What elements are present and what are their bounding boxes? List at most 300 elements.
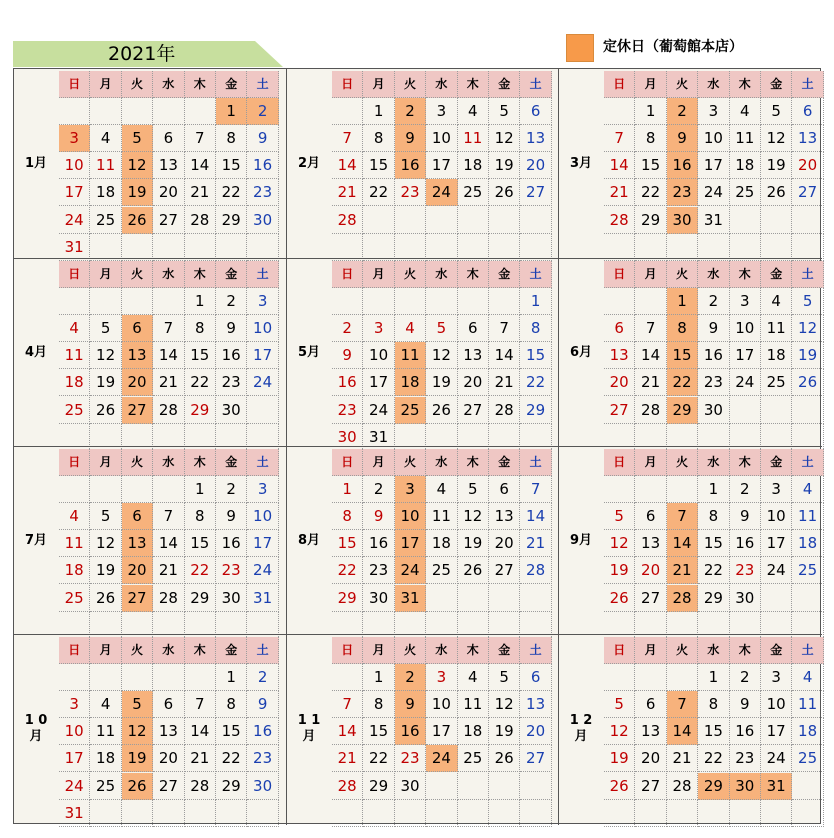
day-cell: 21 bbox=[185, 745, 216, 772]
day-cell: 30 bbox=[667, 207, 698, 234]
day-cell: 3 bbox=[363, 315, 394, 342]
day-cell: 28 bbox=[185, 773, 216, 800]
weekday-header: 土 bbox=[247, 71, 278, 98]
weekday-header: 金 bbox=[489, 637, 520, 664]
day-cell: 25 bbox=[90, 773, 121, 800]
empty-cell bbox=[730, 800, 761, 827]
empty-cell bbox=[635, 234, 666, 261]
day-cell: 13 bbox=[604, 342, 635, 369]
day-cell: 5 bbox=[761, 98, 792, 125]
day-cell: 13 bbox=[635, 530, 666, 557]
day-cell: 27 bbox=[635, 773, 666, 800]
month-label: 1 2 月 bbox=[569, 713, 593, 744]
weekday-header: 土 bbox=[792, 261, 823, 288]
day-cell: 26 bbox=[426, 397, 457, 424]
empty-cell bbox=[667, 476, 698, 503]
day-cell: 26 bbox=[604, 585, 635, 612]
month-label: 1月 bbox=[24, 156, 48, 171]
empty-cell bbox=[153, 664, 184, 691]
day-cell: 1 bbox=[185, 476, 216, 503]
empty-cell bbox=[520, 585, 551, 612]
day-cell: 17 bbox=[247, 342, 278, 369]
empty-cell bbox=[426, 773, 457, 800]
empty-cell bbox=[667, 800, 698, 827]
day-cell: 21 bbox=[332, 179, 363, 206]
weekday-header: 日 bbox=[604, 71, 635, 98]
weekday-header: 土 bbox=[792, 71, 823, 98]
day-cell: 23 bbox=[363, 557, 394, 584]
day-cell: 12 bbox=[604, 718, 635, 745]
day-cell: 19 bbox=[761, 152, 792, 179]
day-cell: 19 bbox=[90, 557, 121, 584]
day-cell: 12 bbox=[426, 342, 457, 369]
day-cell: 31 bbox=[761, 773, 792, 800]
weekday-header: 土 bbox=[792, 637, 823, 664]
day-cell: 21 bbox=[520, 530, 551, 557]
day-cell: 2 bbox=[216, 288, 247, 315]
day-cell: 29 bbox=[635, 207, 666, 234]
day-cell: 7 bbox=[667, 691, 698, 718]
day-cell: 30 bbox=[216, 585, 247, 612]
empty-cell bbox=[792, 397, 823, 424]
day-cell: 22 bbox=[363, 179, 394, 206]
day-cell: 25 bbox=[458, 745, 489, 772]
weekday-header: 月 bbox=[363, 637, 394, 664]
empty-cell bbox=[635, 288, 666, 315]
day-cell: 9 bbox=[730, 503, 761, 530]
day-cell: 12 bbox=[122, 152, 153, 179]
empty-cell bbox=[604, 288, 635, 315]
day-cell: 20 bbox=[604, 369, 635, 396]
empty-cell bbox=[216, 234, 247, 261]
day-cell: 26 bbox=[792, 369, 823, 396]
weekday-header: 日 bbox=[59, 71, 90, 98]
empty-cell bbox=[635, 800, 666, 827]
weekday-header: 土 bbox=[247, 637, 278, 664]
day-cell: 25 bbox=[59, 397, 90, 424]
day-cell: 19 bbox=[90, 369, 121, 396]
weekday-header: 日 bbox=[332, 261, 363, 288]
day-cell: 10 bbox=[761, 503, 792, 530]
day-cell: 3 bbox=[730, 288, 761, 315]
empty-cell bbox=[395, 207, 426, 234]
day-cell: 31 bbox=[395, 585, 426, 612]
day-cell: 2 bbox=[363, 476, 394, 503]
weekday-header: 金 bbox=[216, 71, 247, 98]
day-cell: 7 bbox=[489, 315, 520, 342]
day-cell: 12 bbox=[489, 691, 520, 718]
empty-cell bbox=[395, 288, 426, 315]
weekday-header: 水 bbox=[153, 71, 184, 98]
day-cell: 9 bbox=[216, 503, 247, 530]
day-cell: 1 bbox=[185, 288, 216, 315]
day-cell: 11 bbox=[395, 342, 426, 369]
day-cell: 22 bbox=[216, 745, 247, 772]
weekday-header: 日 bbox=[332, 71, 363, 98]
month-label: 7月 bbox=[24, 533, 48, 548]
day-cell: 4 bbox=[792, 664, 823, 691]
empty-cell bbox=[489, 585, 520, 612]
day-cell: 29 bbox=[520, 397, 551, 424]
day-cell: 16 bbox=[730, 530, 761, 557]
empty-cell bbox=[59, 288, 90, 315]
day-cell: 1 bbox=[698, 476, 729, 503]
day-cell: 20 bbox=[489, 530, 520, 557]
weekday-header: 水 bbox=[698, 449, 729, 476]
day-cell: 28 bbox=[489, 397, 520, 424]
day-cell: 25 bbox=[395, 397, 426, 424]
day-cell: 7 bbox=[667, 503, 698, 530]
day-cell: 9 bbox=[247, 125, 278, 152]
weekday-header: 土 bbox=[520, 449, 551, 476]
weekday-header: 金 bbox=[761, 261, 792, 288]
month-label: 3月 bbox=[569, 156, 593, 171]
day-cell: 2 bbox=[247, 664, 278, 691]
day-cell: 30 bbox=[730, 773, 761, 800]
day-cell: 11 bbox=[458, 125, 489, 152]
year-title: 2021年 bbox=[108, 43, 176, 65]
day-cell: 22 bbox=[667, 369, 698, 396]
empty-cell bbox=[792, 207, 823, 234]
day-cell: 25 bbox=[761, 369, 792, 396]
day-cell: 8 bbox=[698, 503, 729, 530]
day-cell: 3 bbox=[247, 476, 278, 503]
weekday-header: 木 bbox=[730, 71, 761, 98]
day-cell: 21 bbox=[667, 557, 698, 584]
day-cell: 13 bbox=[122, 342, 153, 369]
weekday-header: 月 bbox=[90, 637, 121, 664]
day-cell: 8 bbox=[216, 691, 247, 718]
day-cell: 11 bbox=[90, 152, 121, 179]
empty-cell bbox=[332, 664, 363, 691]
day-cell: 17 bbox=[363, 369, 394, 396]
day-cell: 1 bbox=[635, 98, 666, 125]
day-cell: 24 bbox=[363, 397, 394, 424]
legend-label: 定休日（葡萄館本店） bbox=[603, 39, 743, 55]
day-cell: 12 bbox=[489, 125, 520, 152]
day-cell: 7 bbox=[332, 691, 363, 718]
day-cell: 5 bbox=[604, 691, 635, 718]
day-cell: 21 bbox=[185, 179, 216, 206]
day-cell: 13 bbox=[153, 718, 184, 745]
day-cell: 18 bbox=[458, 718, 489, 745]
day-cell: 20 bbox=[520, 718, 551, 745]
day-cell: 28 bbox=[604, 207, 635, 234]
day-cell: 22 bbox=[185, 557, 216, 584]
empty-cell bbox=[489, 207, 520, 234]
day-cell: 27 bbox=[792, 179, 823, 206]
day-cell: 18 bbox=[730, 152, 761, 179]
day-cell: 10 bbox=[247, 503, 278, 530]
empty-cell bbox=[489, 800, 520, 827]
weekday-header: 土 bbox=[247, 449, 278, 476]
day-cell: 23 bbox=[667, 179, 698, 206]
day-cell: 6 bbox=[458, 315, 489, 342]
weekday-header: 火 bbox=[395, 449, 426, 476]
day-cell: 22 bbox=[520, 369, 551, 396]
day-cell: 10 bbox=[730, 315, 761, 342]
day-cell: 10 bbox=[59, 718, 90, 745]
weekday-header: 日 bbox=[604, 449, 635, 476]
weekday-header: 水 bbox=[153, 449, 184, 476]
day-cell: 18 bbox=[792, 718, 823, 745]
day-cell: 15 bbox=[698, 530, 729, 557]
day-cell: 21 bbox=[489, 369, 520, 396]
day-cell: 5 bbox=[122, 691, 153, 718]
weekday-header: 土 bbox=[520, 71, 551, 98]
day-cell: 29 bbox=[667, 397, 698, 424]
weekday-header: 金 bbox=[489, 449, 520, 476]
weekday-header: 木 bbox=[458, 449, 489, 476]
day-cell: 18 bbox=[426, 530, 457, 557]
day-cell: 15 bbox=[363, 152, 394, 179]
empty-cell bbox=[730, 207, 761, 234]
day-cell: 9 bbox=[730, 691, 761, 718]
weekday-header: 火 bbox=[122, 261, 153, 288]
empty-cell bbox=[332, 800, 363, 827]
day-cell: 16 bbox=[667, 152, 698, 179]
weekday-header: 木 bbox=[185, 71, 216, 98]
empty-cell bbox=[635, 664, 666, 691]
day-cell: 31 bbox=[59, 800, 90, 827]
empty-cell bbox=[59, 664, 90, 691]
day-cell: 27 bbox=[153, 207, 184, 234]
day-cell: 23 bbox=[247, 745, 278, 772]
day-cell: 8 bbox=[185, 315, 216, 342]
day-cell: 14 bbox=[520, 503, 551, 530]
day-cell: 16 bbox=[395, 152, 426, 179]
day-cell: 18 bbox=[761, 342, 792, 369]
day-cell: 4 bbox=[730, 98, 761, 125]
weekday-header: 土 bbox=[520, 637, 551, 664]
day-cell: 6 bbox=[122, 503, 153, 530]
day-cell: 18 bbox=[59, 557, 90, 584]
day-cell: 9 bbox=[247, 691, 278, 718]
empty-cell bbox=[153, 98, 184, 125]
empty-cell bbox=[185, 234, 216, 261]
day-cell: 11 bbox=[792, 691, 823, 718]
day-cell: 8 bbox=[216, 125, 247, 152]
empty-cell bbox=[761, 207, 792, 234]
day-cell: 17 bbox=[395, 530, 426, 557]
day-cell: 31 bbox=[698, 207, 729, 234]
block-divider bbox=[14, 446, 822, 447]
empty-cell bbox=[635, 476, 666, 503]
day-cell: 7 bbox=[185, 125, 216, 152]
empty-cell bbox=[153, 476, 184, 503]
day-cell: 19 bbox=[122, 179, 153, 206]
day-cell: 15 bbox=[185, 342, 216, 369]
day-cell: 4 bbox=[90, 691, 121, 718]
day-cell: 1 bbox=[520, 288, 551, 315]
day-cell: 14 bbox=[489, 342, 520, 369]
day-cell: 9 bbox=[363, 503, 394, 530]
weekday-header: 月 bbox=[635, 261, 666, 288]
empty-cell bbox=[185, 98, 216, 125]
day-cell: 25 bbox=[458, 179, 489, 206]
empty-cell bbox=[458, 800, 489, 827]
empty-cell bbox=[604, 234, 635, 261]
weekday-header: 日 bbox=[59, 637, 90, 664]
day-cell: 14 bbox=[185, 718, 216, 745]
day-cell: 16 bbox=[363, 530, 394, 557]
legend-swatch bbox=[566, 34, 594, 62]
weekday-header: 日 bbox=[332, 637, 363, 664]
day-cell: 27 bbox=[635, 585, 666, 612]
day-cell: 23 bbox=[216, 369, 247, 396]
day-cell: 19 bbox=[122, 745, 153, 772]
weekday-header: 日 bbox=[604, 637, 635, 664]
day-cell: 5 bbox=[122, 125, 153, 152]
day-cell: 29 bbox=[185, 585, 216, 612]
weekday-header: 水 bbox=[153, 261, 184, 288]
day-cell: 16 bbox=[395, 718, 426, 745]
day-cell: 31 bbox=[59, 234, 90, 261]
day-cell: 27 bbox=[122, 585, 153, 612]
day-cell: 18 bbox=[792, 530, 823, 557]
day-cell: 4 bbox=[761, 288, 792, 315]
day-cell: 17 bbox=[426, 718, 457, 745]
weekday-header: 金 bbox=[761, 71, 792, 98]
day-cell: 12 bbox=[90, 342, 121, 369]
day-cell: 23 bbox=[247, 179, 278, 206]
day-cell: 22 bbox=[698, 557, 729, 584]
day-cell: 19 bbox=[604, 745, 635, 772]
day-cell: 6 bbox=[153, 125, 184, 152]
month-label: 1 0 月 bbox=[24, 713, 48, 744]
day-cell: 22 bbox=[216, 179, 247, 206]
day-cell: 8 bbox=[363, 125, 394, 152]
day-cell: 8 bbox=[185, 503, 216, 530]
day-cell: 20 bbox=[635, 557, 666, 584]
day-cell: 16 bbox=[247, 152, 278, 179]
weekday-header: 水 bbox=[698, 637, 729, 664]
day-cell: 26 bbox=[761, 179, 792, 206]
day-cell: 28 bbox=[153, 397, 184, 424]
day-cell: 5 bbox=[458, 476, 489, 503]
weekday-header: 日 bbox=[604, 261, 635, 288]
empty-cell bbox=[332, 288, 363, 315]
day-cell: 3 bbox=[761, 664, 792, 691]
empty-cell bbox=[363, 207, 394, 234]
empty-cell bbox=[604, 476, 635, 503]
day-cell: 2 bbox=[395, 98, 426, 125]
day-cell: 5 bbox=[792, 288, 823, 315]
empty-cell bbox=[604, 98, 635, 125]
day-cell: 11 bbox=[426, 503, 457, 530]
day-cell: 10 bbox=[426, 691, 457, 718]
day-cell: 12 bbox=[458, 503, 489, 530]
day-cell: 21 bbox=[604, 179, 635, 206]
day-cell: 11 bbox=[761, 315, 792, 342]
weekday-header: 火 bbox=[667, 637, 698, 664]
day-cell: 18 bbox=[59, 369, 90, 396]
weekday-header: 水 bbox=[426, 449, 457, 476]
day-cell: 3 bbox=[59, 125, 90, 152]
day-cell: 13 bbox=[153, 152, 184, 179]
day-cell: 2 bbox=[698, 288, 729, 315]
empty-cell bbox=[458, 288, 489, 315]
day-cell: 15 bbox=[698, 718, 729, 745]
day-cell: 17 bbox=[426, 152, 457, 179]
weekday-header: 水 bbox=[153, 637, 184, 664]
day-cell: 13 bbox=[458, 342, 489, 369]
day-cell: 22 bbox=[698, 745, 729, 772]
day-cell: 10 bbox=[363, 342, 394, 369]
day-cell: 6 bbox=[635, 691, 666, 718]
empty-cell bbox=[395, 234, 426, 261]
day-cell: 14 bbox=[667, 530, 698, 557]
weekday-header: 火 bbox=[395, 71, 426, 98]
weekday-header: 月 bbox=[363, 449, 394, 476]
day-cell: 5 bbox=[90, 315, 121, 342]
day-cell: 2 bbox=[216, 476, 247, 503]
empty-cell bbox=[122, 476, 153, 503]
empty-cell bbox=[332, 234, 363, 261]
day-cell: 15 bbox=[216, 152, 247, 179]
day-cell: 4 bbox=[458, 664, 489, 691]
day-cell: 24 bbox=[761, 745, 792, 772]
day-cell: 16 bbox=[216, 530, 247, 557]
day-cell: 23 bbox=[395, 745, 426, 772]
day-cell: 19 bbox=[426, 369, 457, 396]
day-cell: 14 bbox=[153, 342, 184, 369]
weekday-header: 月 bbox=[363, 71, 394, 98]
day-cell: 14 bbox=[332, 152, 363, 179]
day-cell: 28 bbox=[332, 207, 363, 234]
weekday-header: 月 bbox=[363, 261, 394, 288]
day-cell: 29 bbox=[216, 207, 247, 234]
empty-cell bbox=[122, 288, 153, 315]
weekday-header: 水 bbox=[698, 71, 729, 98]
day-cell: 20 bbox=[792, 152, 823, 179]
empty-cell bbox=[216, 800, 247, 827]
empty-cell bbox=[667, 234, 698, 261]
day-cell: 5 bbox=[604, 503, 635, 530]
day-cell: 30 bbox=[395, 773, 426, 800]
day-cell: 18 bbox=[395, 369, 426, 396]
day-cell: 27 bbox=[604, 397, 635, 424]
month-label: 1 1 月 bbox=[297, 713, 321, 744]
day-cell: 27 bbox=[153, 773, 184, 800]
weekday-header: 金 bbox=[216, 449, 247, 476]
empty-cell bbox=[426, 288, 457, 315]
day-cell: 23 bbox=[730, 745, 761, 772]
empty-cell bbox=[426, 234, 457, 261]
day-cell: 24 bbox=[761, 557, 792, 584]
day-cell: 4 bbox=[792, 476, 823, 503]
day-cell: 14 bbox=[332, 718, 363, 745]
weekday-header: 月 bbox=[635, 71, 666, 98]
day-cell: 30 bbox=[332, 424, 363, 451]
empty-cell bbox=[520, 800, 551, 827]
empty-cell bbox=[363, 288, 394, 315]
day-cell: 21 bbox=[153, 557, 184, 584]
day-cell: 6 bbox=[635, 503, 666, 530]
empty-cell bbox=[59, 98, 90, 125]
day-cell: 20 bbox=[520, 152, 551, 179]
empty-cell bbox=[90, 800, 121, 827]
day-cell: 7 bbox=[185, 691, 216, 718]
day-cell: 12 bbox=[604, 530, 635, 557]
day-cell: 16 bbox=[730, 718, 761, 745]
day-cell: 20 bbox=[153, 745, 184, 772]
day-cell: 31 bbox=[247, 585, 278, 612]
day-cell: 3 bbox=[59, 691, 90, 718]
weekday-header: 木 bbox=[730, 449, 761, 476]
day-cell: 26 bbox=[489, 745, 520, 772]
day-cell: 5 bbox=[489, 98, 520, 125]
